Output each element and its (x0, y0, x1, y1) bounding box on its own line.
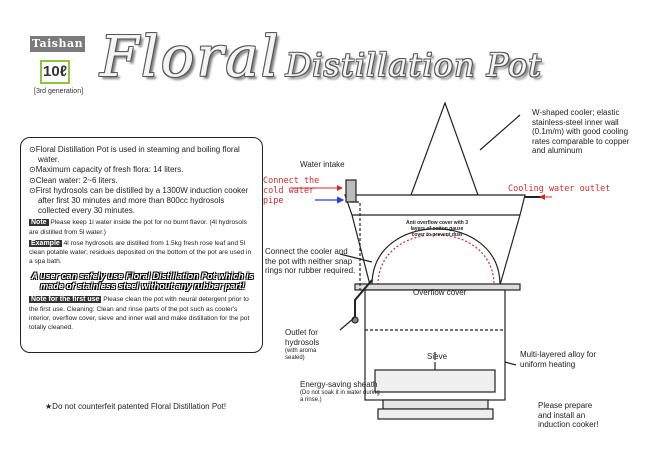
example-tag: Example (31, 239, 60, 247)
note-tag: Note (31, 219, 47, 227)
label-anti-overflow: Anti overflow cover with 3 layers of cotton gauze cover to prevent dust (406, 220, 468, 238)
first-use-tag: Note for the first use (31, 296, 100, 304)
label-sieve: Sieve (427, 352, 448, 361)
label-connect-cold: Connect the cold water pipe (263, 176, 320, 206)
info-item: ⊙First hydrosols can be distilled by a 1300W induction cooker after first 30 minutes and more than 800cc hydrosols collected every 30 minutes. (29, 185, 249, 216)
label-w-cooler: W-shaped cooler; elastic stainless-steel inner wall (0.1m/m) with good cooling rates comparable to copper and aluminum (532, 108, 630, 155)
cooler-cone (411, 103, 478, 195)
label-cooling-outlet: Cooling water outlet (508, 184, 611, 194)
label-connect-cooler: Connect the cooler and the pot with neither snap rings nor rubber required. (265, 247, 356, 275)
example-text: 4l rose hydrosols are distilled from 1.5kg fresh rose leaf and 5l clean potable water; residues deposited on the bottom of the pot are used in a spa bath. (29, 239, 252, 266)
sieve (375, 370, 495, 392)
generation-label: [3rd generation] (34, 88, 84, 95)
info-item: ⊙Clean water: 2~6 liters. (29, 175, 118, 185)
label-aroma-sealed: (with aroma sealed) (285, 348, 317, 361)
label-outlet-hydrosols: Outlet for hydrosols (285, 328, 320, 347)
highlight-text: A user can safely use Floral Distillation Pot which is made of stainless steel without any rubber part! (31, 271, 254, 292)
title-main: Floral (100, 25, 281, 90)
water-intake-valve (346, 180, 356, 202)
label-sheath: Energy-saving sheath (300, 380, 378, 389)
label-alloy: Multi-layered alloy for uniform heating (520, 350, 597, 369)
note-text: Please keep 1l water inside the pot for no burnt flavor. (4l hydrosols are distilled from 5l water.) (29, 219, 247, 236)
info-item: ⊙Maximum capacity of fresh flora: 14 liters. (29, 165, 184, 175)
cooker-base (383, 400, 488, 409)
info-item: ⊙Floral Distillation Pot is used in steaming and boiling floral water. (29, 145, 240, 165)
label-water-intake: Water intake (300, 160, 345, 169)
footer-note: ★Do not counterfeit patented Floral Distillation Pot! (45, 402, 227, 411)
title-sub: Distillation Pot (285, 46, 543, 84)
capacity-badge: 10ℓ (40, 60, 70, 84)
first-use-text: Please clean the pot with neural detergent prior to the first use. Cleaning: Clean and rinse parts of the pot such as cooler's interior, overflow cover, sieve and inner wall and make distillation for the pot totally cleaned. (29, 296, 250, 332)
brand-badge: Taishan (31, 37, 84, 50)
label-sheath-note: (Do not soak it in water during a rinse.) (300, 390, 380, 403)
label-overflow-cover: Overflow cover (413, 288, 467, 297)
label-induction: Please prepare and install an induction cooker! (538, 401, 599, 429)
